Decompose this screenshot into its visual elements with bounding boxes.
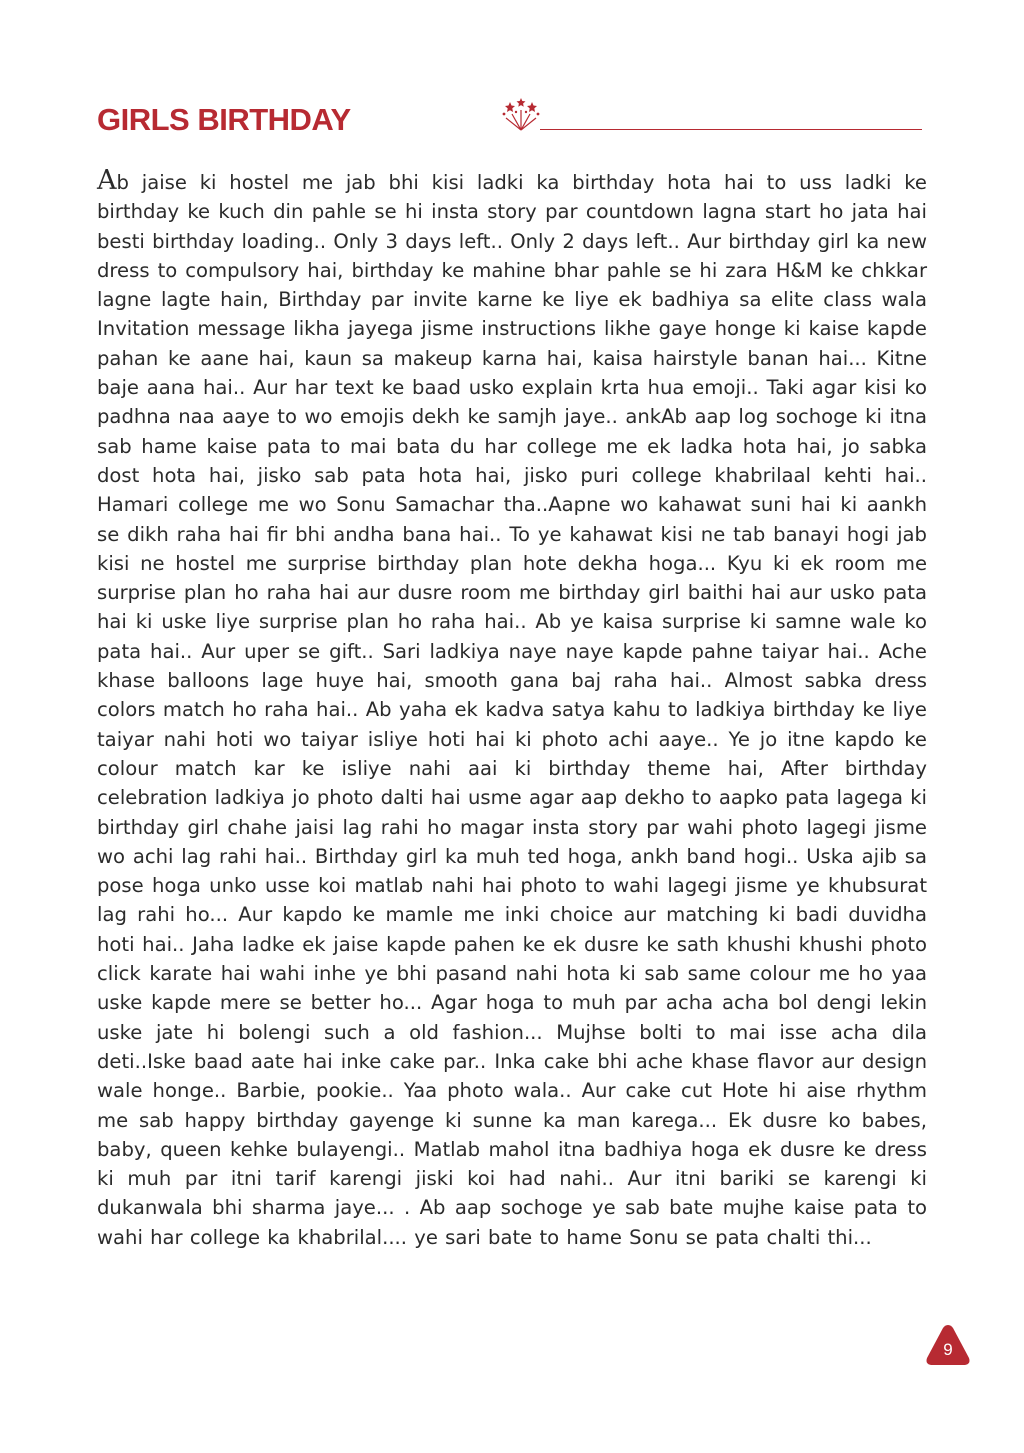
fireworks-icon <box>500 96 542 132</box>
body-paragraph <box>97 166 927 1252</box>
title-divider <box>540 129 922 130</box>
page-number: 9 <box>943 1340 953 1359</box>
drop-cap: A <box>97 165 117 196</box>
page-title: GIRLS BIRTHDAY <box>97 102 351 137</box>
body-text: b jaise ki hostel me jab bhi kisi ladki ka birthday hota hai to uss ladki ke birthday ke kuch din pahle se hi insta story par countdown lagna start ho jata hai besti birthday loading.. Only 3 days left.. Only 2 days left.. Aur birthday girl ka new dress to compulsory hai, birthday ke mahine bhar pahle se hi zara H&M ke chkkar lagne lagte hain, Birthday par invite karne ke liye ek badhiya sa elite class wala Invitation message likha jayega jisme instructions likhe gaye honge ki kaise kapde pahan ke aane hai, kaun sa makeup karna hai, kaisa hairstyle banan hai... Kitne baje aana hai.. Aur har text ke baad usko explain krta hua emoji.. Taki agar kisi ko padhna naa aaye to wo emojis dekh ke samjh jaye.. ankAb aap log sochoge ki itna sab hame kaise pata to mai bata du har college me ek ladka hota hai, jo sabka dost hota hai, jisko sab pata hota hai, jisko puri college khabrilaal kehti hai.. Hamari college me wo Sonu Samachar tha..Aapne wo kahawat suni hai ki aankh se dikh raha hai fir bhi andha bana hai.. To ye kahawat kisi ne tab banayi hogi jab kisi ne hostel me surprise birthday plan hote dekha hoga... Kyu ki ek room me surprise plan ho raha hai aur dusre room me birthday girl baithi hai aur usko pata hai ki uske liye surprise plan ho raha hai.. Ab ye kaisa surprise ki samne wale ko pata hai.. Aur uper se gift.. Sari ladkiya naye naye kapde pahne taiyar hai.. Ache khase balloons lage huye hai, smooth gana baj raha hai.. Almost sabka dress colors match ho raha hai.. Ab yaha ek kadva satya kahu to ladkiya birthday ke liye taiyar nahi hoti wo taiyar isliye hoti hai ki photo achi aaye.. Ye jo itne kapdo ke colour match kar ke isliye nahi aai ki birthday theme hai, After birthday celebration ladkiya jo photo dalti hai usme agar aap dekho to aapko pata lagega ki birthday girl chahe jaisi lag rahi ho magar insta story par wahi photo lagegi jisme wo achi lag rahi hai.. Birthday girl ka muh ted hoga, ankh band hogi.. Uska ajib sa pose hoga unko usse koi matlab nahi hai photo to wahi lagegi jisme ye khubsurat lag rahi ho... Aur kapdo ke mamle me inki choice aur matching ki badi duvidha hoti hai.. Jaha ladke ek jaise kapde pahen ke ek dusre ke sath khushi khushi photo click karate hai wahi inhe ye bhi pasand nahi hota ki sab same colour me ho yaa uske kapde mere se better ho... Agar hoga to muh par acha acha bol dengi lekin uske jate hi bolengi such a old fashion... Mujhse bolti to mai isse acha dila deti..Iske baad aate hai inke cake par.. Inka cake bhi ache khase flavor aur design wale honge.. Barbie, pookie.. Yaa photo wala.. Aur cake cut Hote hi aise rhythm me sab happy birthday gayenge ki sunne ka man karega... Ek dusre ko babes, baby, queen kehke bulayengi.. Matlab mahol itna badhiya hoga ek dusre ke dress ki muh par itni tarif karengi jiski koi had nahi.. Aur itni bariki se karengi ki dukanwala bhi sharma jaye... . Ab aap sochoge ye sab bate mujhe kaise pata to wahi har college ka khabrilal.... ye sari bate to hame Sonu se pata chalti thi... <box>97 171 927 1249</box>
